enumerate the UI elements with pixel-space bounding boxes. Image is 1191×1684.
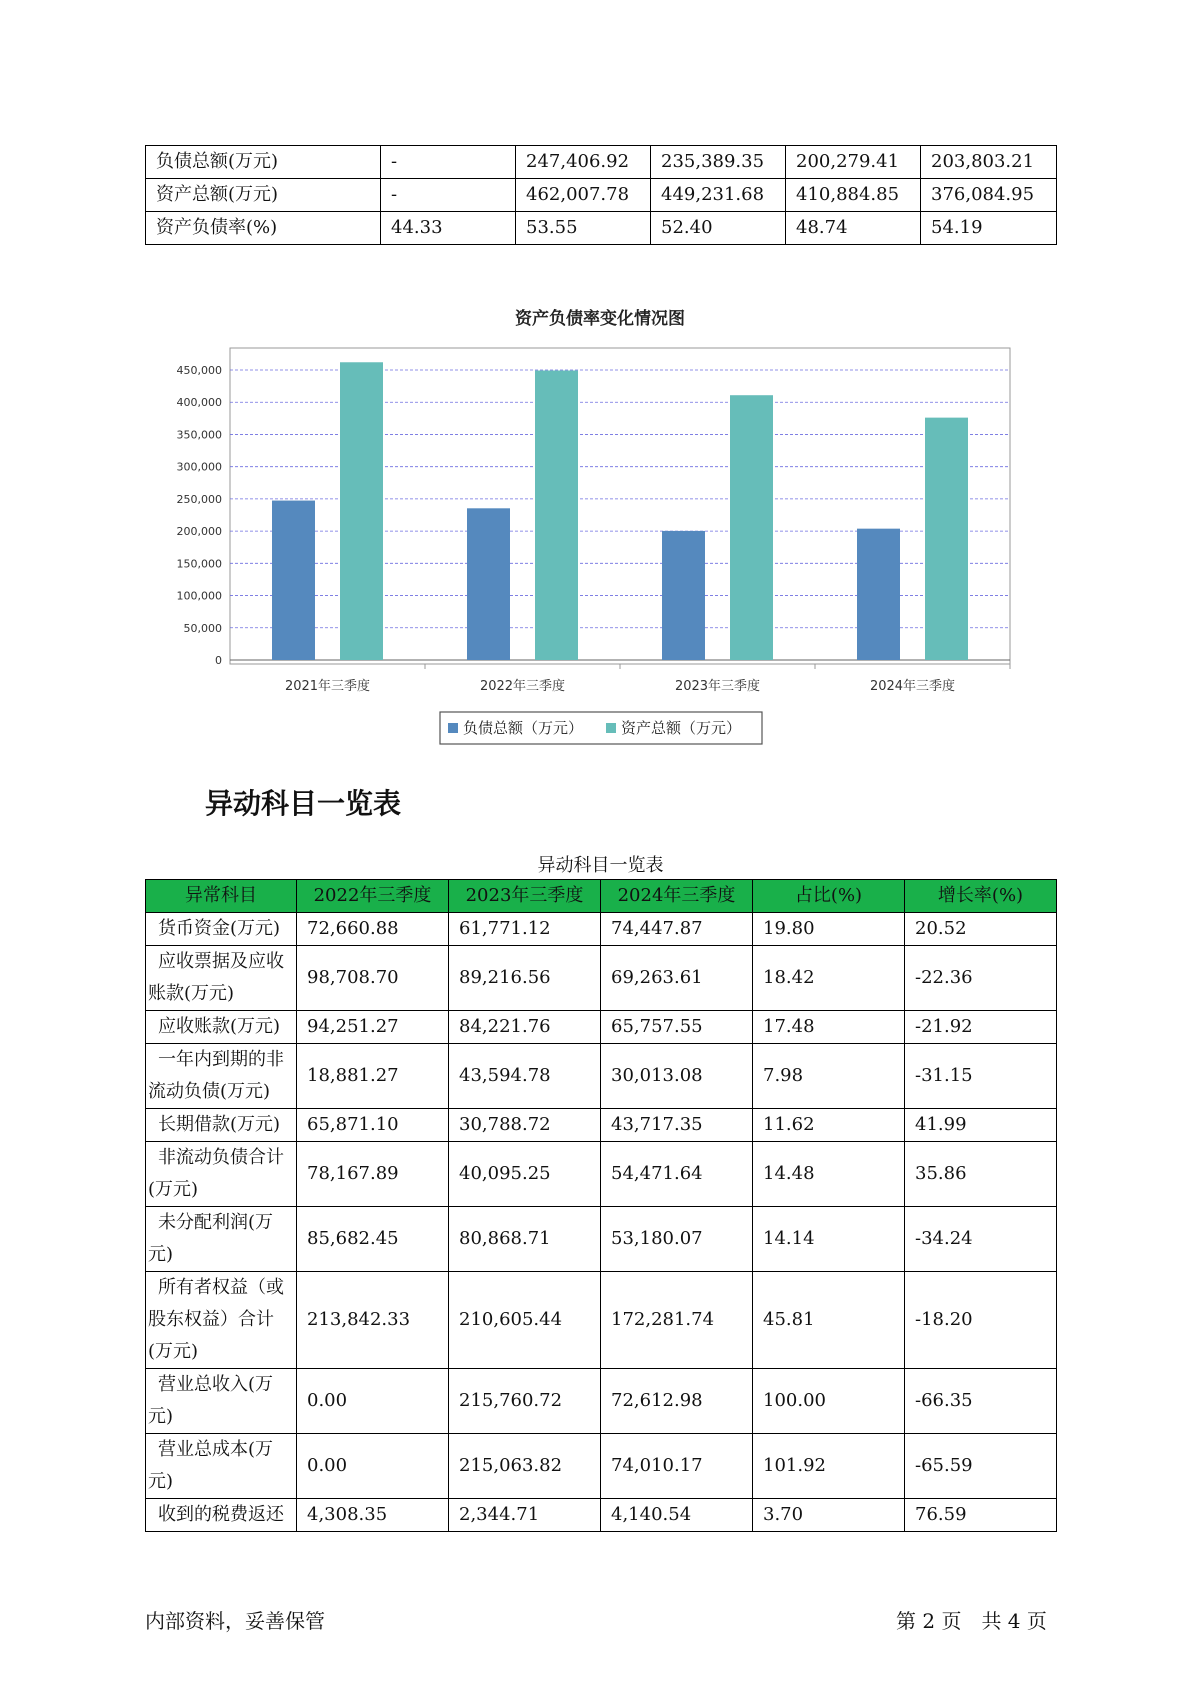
column-header: 2024年三季度 bbox=[601, 880, 753, 913]
row-value: 17.48 bbox=[753, 1011, 905, 1044]
row-subject: 一年内到期的非流动负债(万元) bbox=[146, 1044, 297, 1109]
row-value: 2,344.71 bbox=[449, 1499, 601, 1532]
row-value: 19.80 bbox=[753, 913, 905, 946]
row-value: 85,682.45 bbox=[297, 1207, 449, 1272]
table-row bbox=[146, 1499, 1057, 1532]
row-value: -66.35 bbox=[905, 1369, 1057, 1434]
row-value: 65,757.55 bbox=[601, 1011, 753, 1044]
table-header-row bbox=[146, 880, 1057, 913]
debt-asset-chart bbox=[160, 300, 1040, 760]
row-value: 84,221.76 bbox=[449, 1011, 601, 1044]
row-value: 30,013.08 bbox=[601, 1044, 753, 1109]
chart-title: 资产负债率变化情况图 bbox=[515, 309, 685, 329]
anomaly-table bbox=[145, 879, 1057, 1532]
row-value: 14.14 bbox=[753, 1207, 905, 1272]
row-value: 69,263.61 bbox=[601, 946, 753, 1011]
y-tick-label: 450,000 bbox=[176, 364, 222, 377]
summary-cell: 48.74 bbox=[786, 212, 921, 245]
row-value: 74,010.17 bbox=[601, 1434, 753, 1499]
summary-cell: 203,803.21 bbox=[921, 146, 1057, 179]
table-row bbox=[146, 1011, 1057, 1044]
legend-swatch bbox=[606, 723, 616, 733]
row-value: 4,140.54 bbox=[601, 1499, 753, 1532]
row-value: 43,717.35 bbox=[601, 1109, 753, 1142]
column-header: 占比(%) bbox=[753, 880, 905, 913]
summary-row bbox=[146, 212, 1057, 245]
row-value: -65.59 bbox=[905, 1434, 1057, 1499]
summary-cell: 44.33 bbox=[381, 212, 516, 245]
y-tick-label: 0 bbox=[215, 654, 222, 667]
summary-cell: 235,389.35 bbox=[651, 146, 786, 179]
row-subject: 应收账款(万元) bbox=[146, 1011, 297, 1044]
row-value: -18.20 bbox=[905, 1272, 1057, 1369]
y-tick-label: 100,000 bbox=[176, 589, 222, 603]
row-value: 54,471.64 bbox=[601, 1142, 753, 1207]
row-value: 74,447.87 bbox=[601, 913, 753, 946]
x-category-label: 2022年三季度 bbox=[479, 679, 566, 694]
row-value: 172,281.74 bbox=[601, 1272, 753, 1369]
column-header: 2023年三季度 bbox=[449, 880, 601, 913]
row-value: 20.52 bbox=[905, 913, 1057, 946]
summary-cell: 54.19 bbox=[921, 212, 1057, 245]
table-row bbox=[146, 1434, 1057, 1499]
row-value: 100.00 bbox=[753, 1369, 905, 1434]
y-tick-label: 150,000 bbox=[176, 557, 222, 571]
row-value: 101.92 bbox=[753, 1434, 905, 1499]
row-value: 11.62 bbox=[753, 1109, 905, 1142]
summary-row-label: 资产总额(万元) bbox=[146, 179, 381, 212]
row-value: 4,308.35 bbox=[297, 1499, 449, 1532]
y-tick-label: 200,000 bbox=[176, 525, 222, 539]
x-category-label: 2023年三季度 bbox=[674, 679, 761, 694]
row-value: 89,216.56 bbox=[449, 946, 601, 1011]
bar-assets bbox=[535, 370, 578, 660]
summary-cell: 200,279.41 bbox=[786, 146, 921, 179]
row-value: 210,605.44 bbox=[449, 1272, 601, 1369]
bar-liabilities bbox=[857, 529, 900, 660]
table-row bbox=[146, 1369, 1057, 1434]
legend-swatch bbox=[448, 723, 458, 733]
row-value: 43,594.78 bbox=[449, 1044, 601, 1109]
x-category-label: 2021年三季度 bbox=[284, 679, 371, 694]
row-subject: 未分配利润(万元) bbox=[146, 1207, 297, 1272]
summary-row bbox=[146, 179, 1057, 212]
chart-legend bbox=[440, 712, 762, 744]
row-value: 213,842.33 bbox=[297, 1272, 449, 1369]
row-value: 98,708.70 bbox=[297, 946, 449, 1011]
legend-label: 资产总额（万元） bbox=[621, 719, 742, 737]
y-tick-label: 250,000 bbox=[176, 492, 222, 506]
row-value: 40,095.25 bbox=[449, 1142, 601, 1207]
y-tick-label: 300,000 bbox=[176, 460, 222, 474]
bar-liabilities bbox=[272, 501, 315, 660]
table-row bbox=[146, 1109, 1057, 1142]
row-subject: 所有者权益（或股东权益）合计(万元) bbox=[146, 1272, 297, 1369]
row-value: 72,612.98 bbox=[601, 1369, 753, 1434]
row-value: 72,660.88 bbox=[297, 913, 449, 946]
bar-assets bbox=[730, 395, 773, 660]
bar-liabilities bbox=[467, 508, 510, 660]
table-row bbox=[146, 1044, 1057, 1109]
row-subject: 应收票据及应收账款(万元) bbox=[146, 946, 297, 1011]
row-value: 215,063.82 bbox=[449, 1434, 601, 1499]
table-caption: 异动科目一览表 bbox=[537, 855, 664, 876]
row-value: 94,251.27 bbox=[297, 1011, 449, 1044]
summary-cell: 410,884.85 bbox=[786, 179, 921, 212]
summary-cell: - bbox=[381, 146, 516, 179]
y-tick-label: 400,000 bbox=[176, 396, 222, 410]
row-value: 18,881.27 bbox=[297, 1044, 449, 1109]
summary-cell: 462,007.78 bbox=[516, 179, 651, 212]
row-subject: 营业总收入(万元) bbox=[146, 1369, 297, 1434]
row-value: 14.48 bbox=[753, 1142, 905, 1207]
summary-row-label: 资产负债率(%) bbox=[146, 212, 381, 245]
summary-cell: 449,231.68 bbox=[651, 179, 786, 212]
legend-label: 负债总额（万元） bbox=[463, 719, 584, 737]
row-subject: 非流动负债合计(万元) bbox=[146, 1142, 297, 1207]
y-tick-label: 350,000 bbox=[176, 428, 222, 442]
table-row bbox=[146, 1272, 1057, 1369]
row-subject: 营业总成本(万元) bbox=[146, 1434, 297, 1499]
section-title: 异动科目一览表 bbox=[205, 787, 402, 820]
bar-assets bbox=[925, 418, 968, 660]
summary-row bbox=[146, 146, 1057, 179]
bar-liabilities bbox=[662, 531, 705, 660]
row-value: 41.99 bbox=[905, 1109, 1057, 1142]
row-subject: 长期借款(万元) bbox=[146, 1109, 297, 1142]
row-value: 0.00 bbox=[297, 1434, 449, 1499]
footer-confidential-note: 内部资料，妥善保管 bbox=[145, 1609, 325, 1633]
footer-page-number: 第 2 页 共 4 页 bbox=[896, 1609, 1047, 1633]
row-value: 78,167.89 bbox=[297, 1142, 449, 1207]
row-value: 65,871.10 bbox=[297, 1109, 449, 1142]
summary-cell: 376,084.95 bbox=[921, 179, 1057, 212]
row-value: 80,868.71 bbox=[449, 1207, 601, 1272]
row-value: -31.15 bbox=[905, 1044, 1057, 1109]
summary-row-label: 负债总额(万元) bbox=[146, 146, 381, 179]
row-value: 35.86 bbox=[905, 1142, 1057, 1207]
row-value: 18.42 bbox=[753, 946, 905, 1011]
row-subject: 货币资金(万元) bbox=[146, 913, 297, 946]
row-subject: 收到的税费返还 bbox=[146, 1499, 297, 1532]
summary-cell: 52.40 bbox=[651, 212, 786, 245]
row-value: 45.81 bbox=[753, 1272, 905, 1369]
column-header: 异常科目 bbox=[146, 880, 297, 913]
table-row bbox=[146, 1207, 1057, 1272]
table-row bbox=[146, 913, 1057, 946]
row-value: -22.36 bbox=[905, 946, 1057, 1011]
row-value: 76.59 bbox=[905, 1499, 1057, 1532]
row-value: 7.98 bbox=[753, 1044, 905, 1109]
column-header: 2022年三季度 bbox=[297, 880, 449, 913]
row-value: 0.00 bbox=[297, 1369, 449, 1434]
row-value: -34.24 bbox=[905, 1207, 1057, 1272]
row-value: 3.70 bbox=[753, 1499, 905, 1532]
summary-cell: 247,406.92 bbox=[516, 146, 651, 179]
row-value: 61,771.12 bbox=[449, 913, 601, 946]
row-value: 53,180.07 bbox=[601, 1207, 753, 1272]
summary-table bbox=[145, 145, 1057, 245]
x-category-label: 2024年三季度 bbox=[869, 679, 956, 694]
summary-cell: - bbox=[381, 179, 516, 212]
table-row bbox=[146, 1142, 1057, 1207]
row-value: 215,760.72 bbox=[449, 1369, 601, 1434]
row-value: -21.92 bbox=[905, 1011, 1057, 1044]
column-header: 增长率(%) bbox=[905, 880, 1057, 913]
table-row bbox=[146, 946, 1057, 1011]
summary-cell: 53.55 bbox=[516, 212, 651, 245]
row-value: 30,788.72 bbox=[449, 1109, 601, 1142]
y-tick-label: 50,000 bbox=[183, 621, 222, 635]
bar-assets bbox=[340, 362, 383, 660]
